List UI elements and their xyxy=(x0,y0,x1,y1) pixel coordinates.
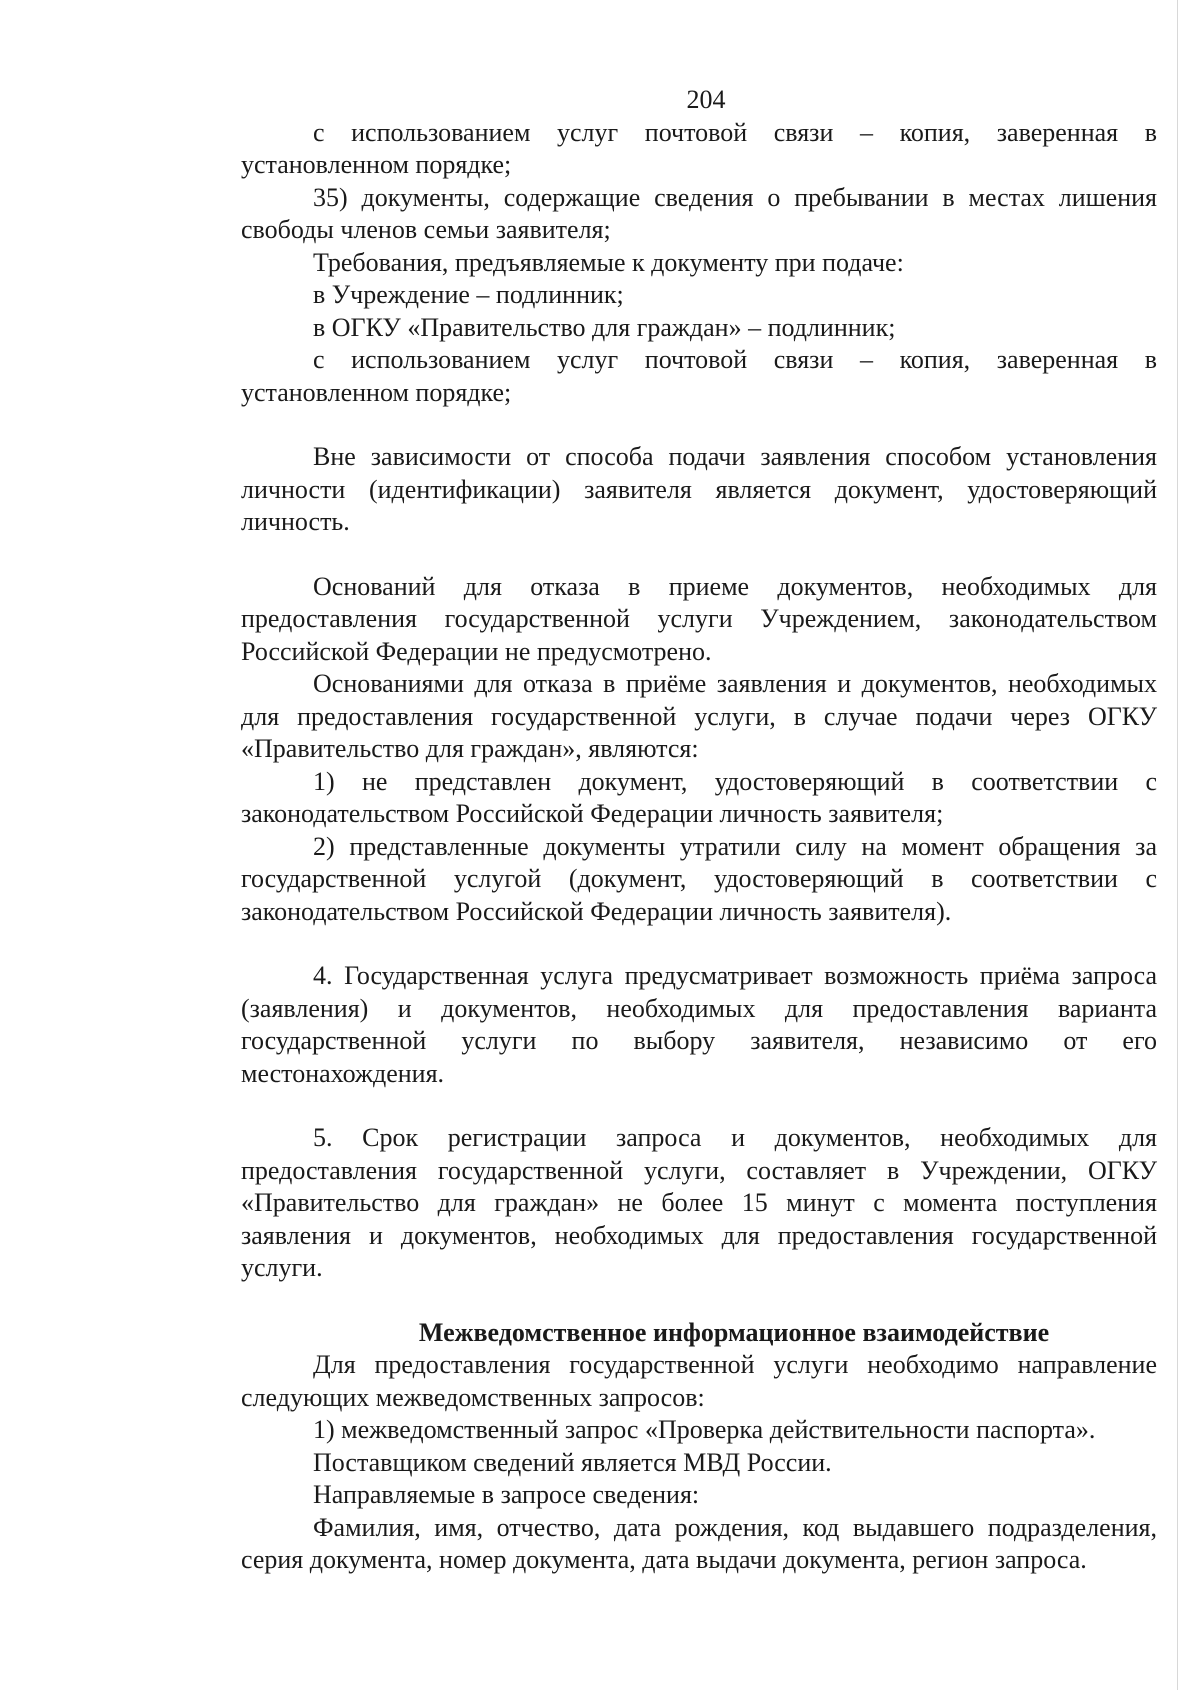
page-number: 204 xyxy=(686,85,726,114)
paragraph: Вне зависимости от способа подачи заявления способом установления личности (идентификации) заявителя является документ, удостоверяющий личность. xyxy=(241,442,1157,536)
paragraph: с использованием услуг почтовой связи – копия, заверенная в установленном порядке; xyxy=(241,345,1157,407)
paragraph: Направляемые в запросе сведения: xyxy=(313,1480,700,1509)
paragraph: в ОГКУ «Правительство для граждан» – подлинник; xyxy=(313,312,896,342)
page-edge-line xyxy=(1177,0,1178,1690)
paragraph: Оснований для отказа в приеме документов, необходимых для предоставления государственной услуги Учреждением, законодательством Российской Федерации не предусмотрено. xyxy=(241,571,1157,666)
paragraph-gap xyxy=(241,409,1157,441)
document-page xyxy=(241,84,1157,1577)
paragraph-gap xyxy=(241,1090,1157,1122)
paragraph: Фамилия, имя, отчество, дата рождения, код выдавшего подразделения, серия документа, номер документа, дата выдачи документа, регион запроса. xyxy=(241,1512,1157,1574)
paragraph: 1) не представлен документ, удостоверяющий в соответствии с законодательством Российской Федерации личность заявителя; xyxy=(241,766,1157,828)
paragraph: в Учреждение – подлинник; xyxy=(313,280,624,309)
paragraph: 4. Государственная услуга предусматривает возможность приёма запроса (заявления) и документов, необходимых для предоставления варианта государственной услуги по выбору заявителя, независимо от его местонахождения. xyxy=(241,961,1157,1088)
section-heading: Межведомственное информационное взаимодействие xyxy=(418,1317,1050,1347)
paragraph: Поставщиком сведений является МВД России. xyxy=(313,1447,832,1477)
paragraph: Для предоставления государственной услуги необходимо направление следующих межведомственных запросов: xyxy=(241,1350,1157,1412)
paragraph: 5. Срок регистрации запроса и документов, необходимых для предоставления государственной услуги, составляет в Учреждении, ОГКУ «Правительство для граждан» не более 15 минут с момента поступления заявления и документов, необходимых для предоставления государственной услуги. xyxy=(241,1123,1157,1282)
paragraph-gap xyxy=(241,928,1157,960)
paragraph-gap xyxy=(241,539,1157,571)
paragraph: Требования, предъявляемые к документу при подаче: xyxy=(313,247,904,277)
paragraph: с использованием услуг почтовой связи – копия, заверенная в установленном порядке; xyxy=(241,117,1157,179)
paragraph: 35) документы, содержащие сведения о пребывании в местах лишения свободы членов семьи заявителя; xyxy=(241,182,1157,244)
document-body xyxy=(241,117,1157,1577)
paragraph: 2) представленные документы утратили силу на момент обращения за государственной услугой (документ, удостоверяющий в соответствии с законодательством Российской Федерации личность заявителя). xyxy=(241,831,1157,926)
paragraph-gap xyxy=(241,1285,1157,1317)
paragraph: 1) межведомственный запрос «Проверка действительности паспорта». xyxy=(313,1415,1096,1444)
paragraph: Основаниями для отказа в приёме заявления и документов, необходимых для предоставления государственной услуги, в случае подачи через ОГКУ «Правительство для граждан», являются: xyxy=(241,669,1157,763)
